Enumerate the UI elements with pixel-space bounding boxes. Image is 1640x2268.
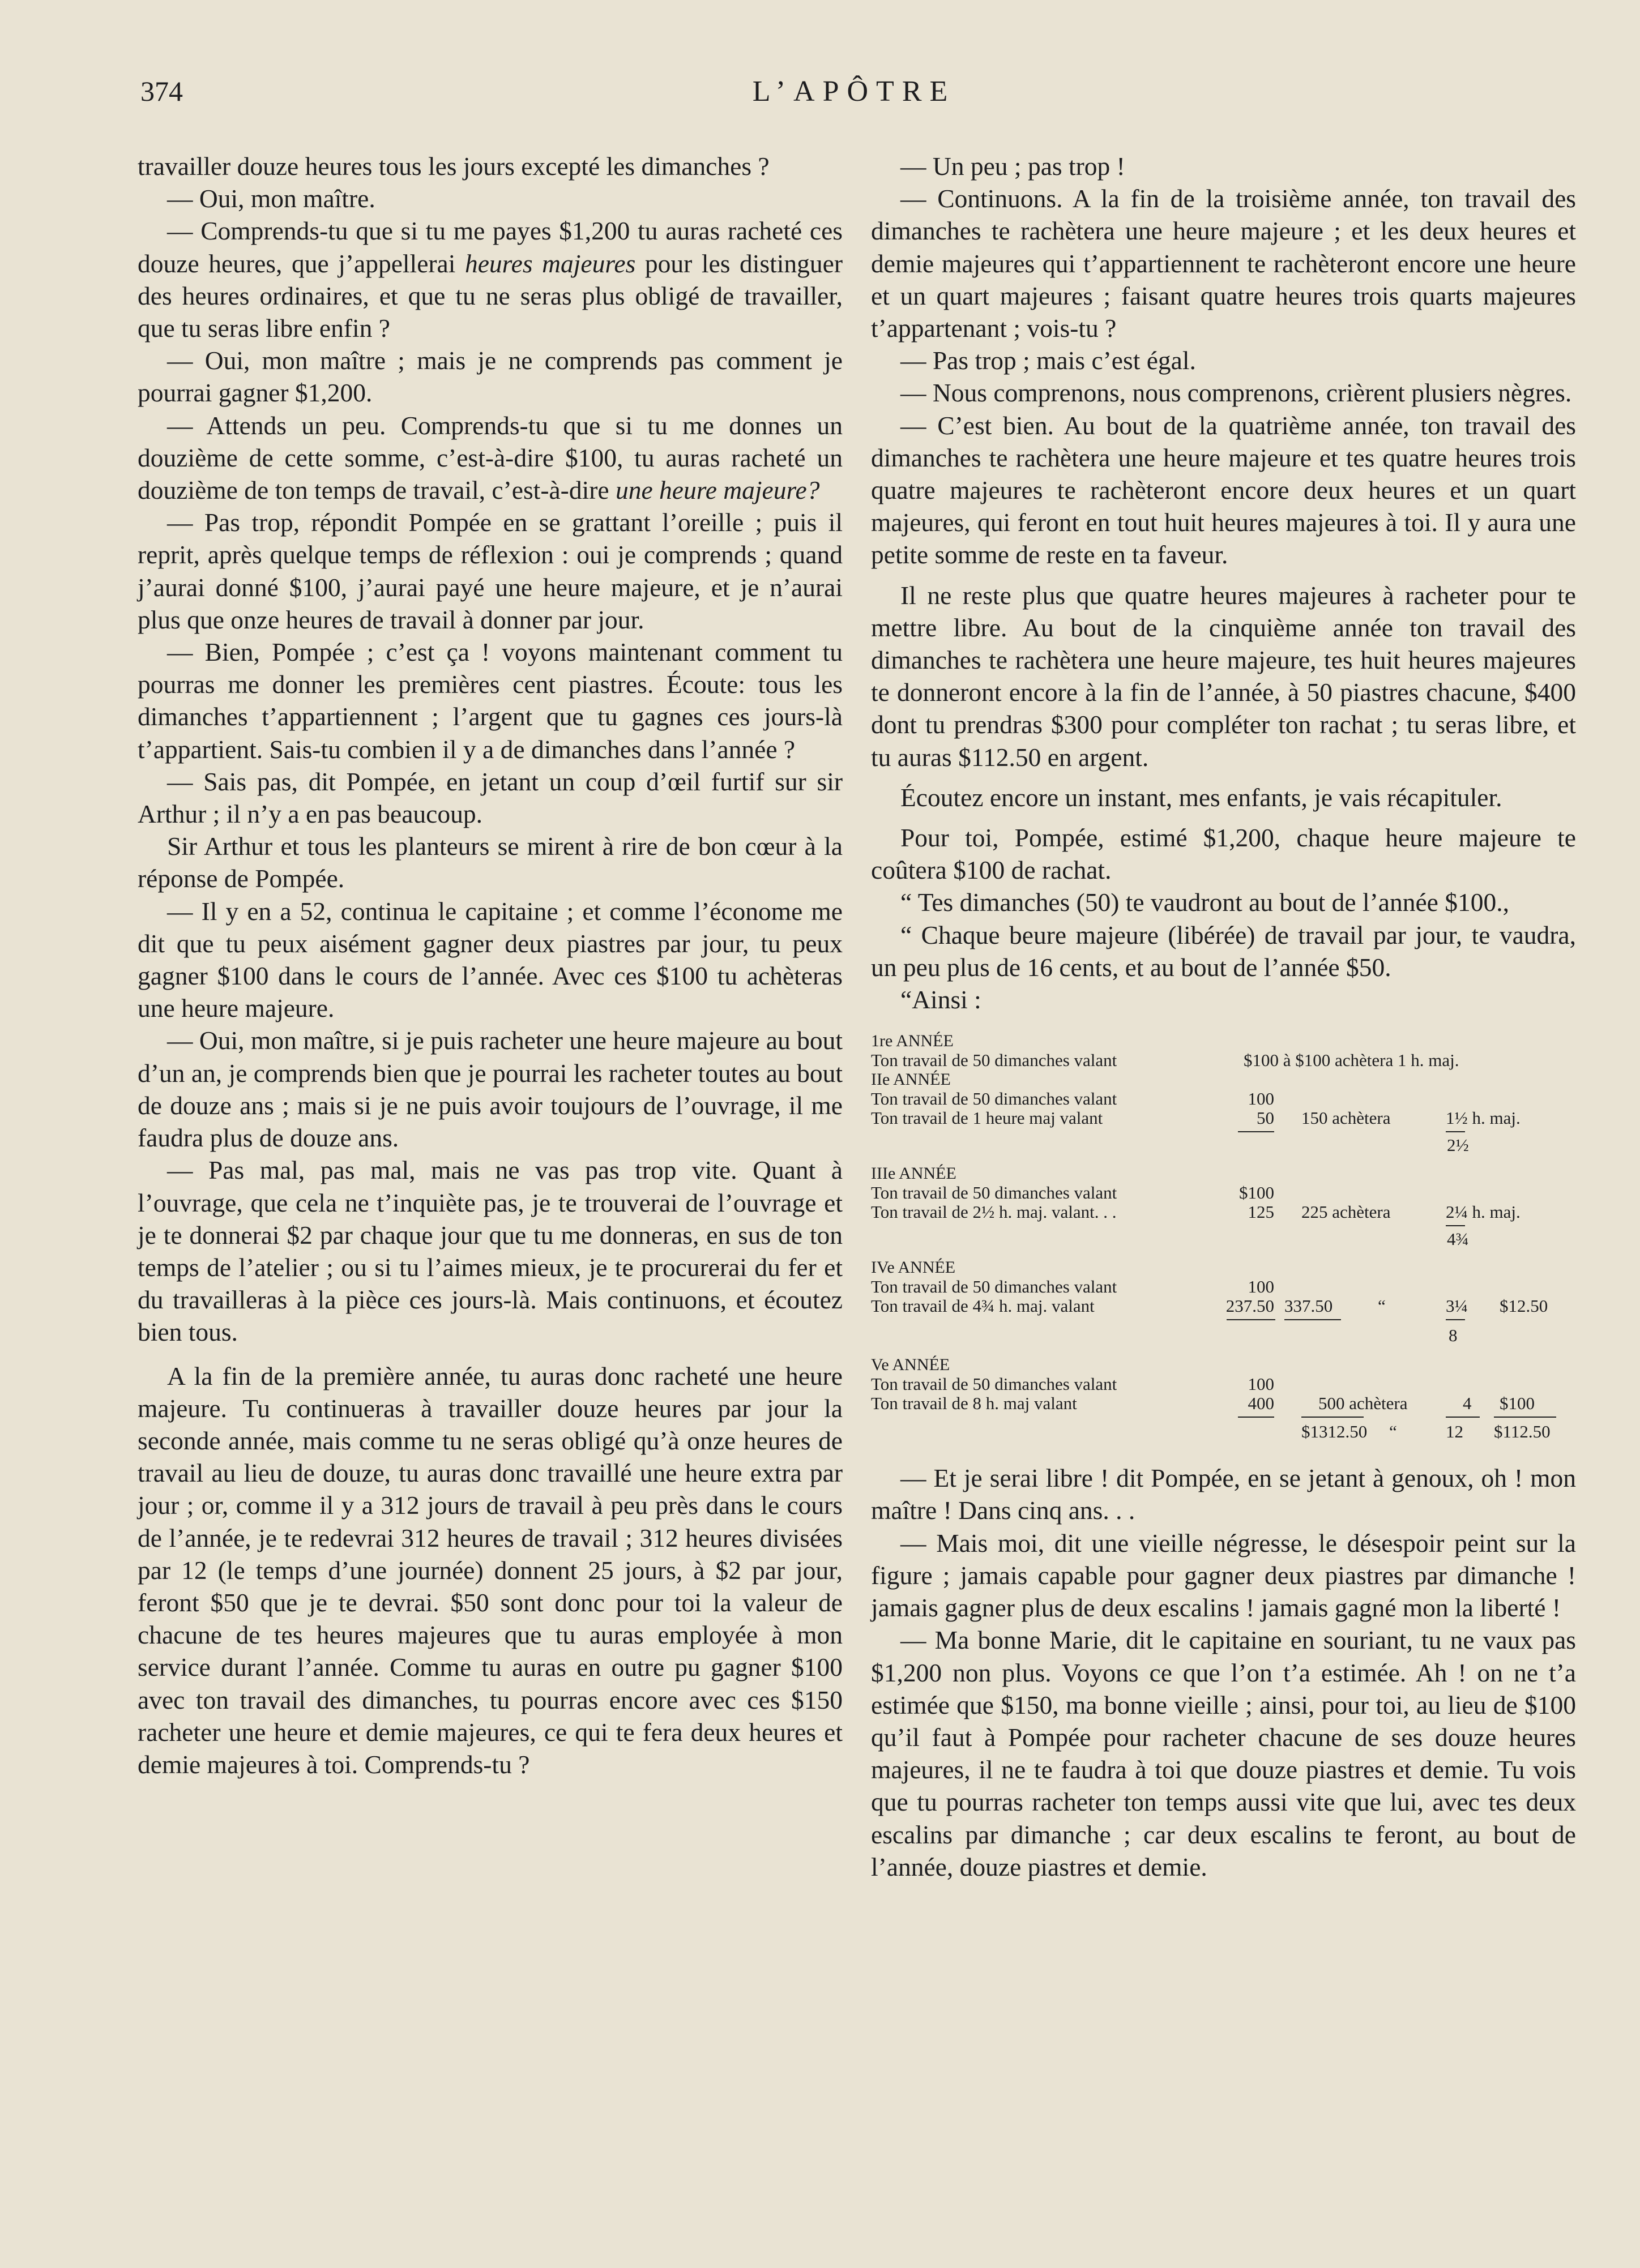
ledger-sum-row bbox=[871, 1316, 1576, 1344]
ledger-hours: 3¼ bbox=[1446, 1296, 1468, 1316]
paragraph: — Oui, mon maître. bbox=[167, 184, 375, 213]
ledger-text: Ton travail de 8 h. maj valant bbox=[871, 1393, 1077, 1414]
ledger-row bbox=[871, 1375, 1576, 1394]
sum-rule bbox=[1227, 1319, 1275, 1320]
paragraph: Sir Arthur et tous les planteurs se mirent à rire de bon cœur à la réponse de Pompée. bbox=[138, 832, 843, 893]
ledger-row bbox=[871, 1089, 1576, 1109]
sum-rule bbox=[1301, 1417, 1364, 1418]
paragraph: A la fin de la première année, tu auras donc racheté une heure majeure. Tu continueras à travailler douze heures par jour la seconde année, mais comme tu ne seras obligé qu’à onze heures de travail au lieu de douze, tu auras donc travaillé une heure extra par jour ; or, comme il y a 312 jours de travail à peu près dans le cours de l’année, je te redevrai 312 heures de travail ; 312 heures divisées par 12 (le temps d’une journée) donnent 25 jours, à $2 par jour, feront $50 que je te devrai. $50 sont donc pour toi la valeur de chacune de tes heures majeures que tu auras employée à mon service durant l’année. Comme tu auras en outre pu gagner $100 avec ton travail des dimanches, tu pourras encore avec ces $150 racheter une heure et demie majeures, ce qui te fera deux heures et demie majeures à toi. Comprends-tu ? bbox=[138, 1361, 843, 1779]
paragraph: travailler douze heures tous les jours excepté les dimanches ? bbox=[138, 152, 770, 181]
left-column bbox=[138, 150, 843, 1781]
sum-rule bbox=[1494, 1417, 1556, 1418]
grand-hours: 12 bbox=[1446, 1422, 1463, 1442]
ledger-sum: 2½ bbox=[1447, 1135, 1469, 1156]
ledger-sum: 8 bbox=[1449, 1325, 1458, 1346]
running-title: L’APÔTRE bbox=[752, 75, 956, 108]
paragraph: — Bien, Pompée ; c’est ça ! voyons maintenant comment tu pourras me donner les premières cent piastres. Écoute: tous les dimanches t’appartiennent ; l’argent que tu gagnes ces jours-là t’appartient. Sais-tu combien il y a de dimanches dans l’année ? bbox=[138, 637, 843, 764]
ledger-amount: $100 à $100 achètera 1 h. maj. bbox=[1244, 1050, 1459, 1071]
ledger-row bbox=[871, 1296, 1576, 1316]
paragraph: — Continuons. A la fin de la troisième année, ton travail des dimanches te rachètera une heure majeure ; et les deux heures et demie majeures qui t’appartiennent te rachèteront encore une heure et un quart majeures ; faisant quatre heures trois quarts majeures t’appartenant ; vois-tu ? bbox=[871, 184, 1576, 343]
ledger-sum-row bbox=[871, 1222, 1576, 1247]
year-label: IVe ANNÉE bbox=[871, 1258, 956, 1277]
italic-phrase: une heure majeure? bbox=[615, 476, 820, 505]
paragraph: — Mais moi, dit une vieille négresse, le désespoir peint sur la figure ; jamais capable pour gagner deux piastres par dimanche ! jamais gagner plus de deux escalins ! jamais gagné mon la liberté ! bbox=[871, 1528, 1576, 1623]
paragraph: — Pas trop ; mais c’est égal. bbox=[900, 346, 1196, 375]
paragraph: — Pas trop, répondit Pompée en se grattant l’oreille ; puis il reprit, après quelque temps de réflexion : oui je comprends ; quand j’aurai donné $100, j’aurai payé une heure majeure, et je n’aurai plus que onze heures de travail à donner par jour. bbox=[138, 508, 843, 634]
year-label: IIIe ANNÉE bbox=[871, 1164, 956, 1183]
ledger-text: Ton travail de 50 dimanches valant bbox=[871, 1277, 1117, 1297]
ledger-hours: 2¼ h. maj. bbox=[1446, 1202, 1521, 1222]
ledger-text: Ton travail de 50 dimanches valant bbox=[871, 1183, 1117, 1203]
sum-rule bbox=[1446, 1319, 1465, 1320]
ledger-text: Ton travail de 50 dimanches valant bbox=[871, 1089, 1117, 1109]
ledger-sum-row bbox=[871, 1128, 1576, 1156]
sum-rule bbox=[1446, 1225, 1465, 1226]
ledger-value: $100 bbox=[1239, 1183, 1274, 1203]
paragraph: — Ma bonne Marie, dit le capitaine en souriant, tu ne vaux pas $1,200 non plus. Voyons ce que l’on t’a estimée. Ah ! on ne t’a estimée que $150, ma bonne vieille ; ainsi, pour toi, au lieu de $100 qu’il faut à Pompée pour racheter chacune de ses douze heures majeures, il ne te faudra à toi que douze piastres et demie. Tu vois que tu pourras racheter ton temps aussi vite que lui, avec tes deux escalins par dimanche ; car deux escalins te feront, au bout de l’année, douze piastres et demie. bbox=[871, 1625, 1576, 1881]
paragraph: — Pas mal, pas mal, mais ne vas pas trop vite. Quant à l’ouvrage, que cela ne t’inquiète pas, je te trouverai de l’ouvrage et je te donnerai $2 par chaque jour que tu me donneras, en sus de ton temps de l’atelier ; ou si tu l’aimes mieux, je te procurerai du fer et du travailleras à la pièce ces jours-là. Mais continuons, et écoutez bien tous. bbox=[138, 1156, 843, 1347]
paragraph: — Oui, mon maître, si je puis racheter une heure majeure au bout d’un an, je comprends bien que je pourrai les racheter toutes au bout de douze ans ; mais si je ne puis avoir toujours de l’ouvrage, il me faudra plus de douze ans. bbox=[138, 1026, 843, 1153]
paragraph: — Nous comprenons, nous comprenons, crièrent plusiers nègres. bbox=[900, 378, 1572, 408]
year-label: 1re ANNÉE bbox=[871, 1032, 954, 1051]
paragraph: — Et je serai libre ! dit Pompée, en se jetant à genoux, oh ! mon maître ! Dans cinq ans. . . bbox=[871, 1463, 1576, 1525]
right-column bbox=[871, 150, 1576, 1883]
sum-rule bbox=[1446, 1417, 1480, 1418]
sum-rule bbox=[1238, 1417, 1274, 1418]
paragraph: “ Tes dimanches (50) te vaudront au bout de l’année $100., bbox=[900, 888, 1510, 917]
ledger-total: 337.50 bbox=[1284, 1296, 1333, 1316]
ledger-row bbox=[871, 1183, 1576, 1203]
ledger-text: Ton travail de 1 heure maj valant bbox=[871, 1108, 1103, 1128]
ledger-value: 125 bbox=[1248, 1202, 1274, 1222]
ledger-value: 400 bbox=[1248, 1393, 1274, 1414]
paragraph: Écoutez encore un instant, mes enfants, je vais récapituler. bbox=[900, 782, 1502, 812]
ledger-value: 100 bbox=[1248, 1089, 1274, 1109]
sum-rule bbox=[1284, 1319, 1341, 1320]
ledger-hours: 1½ h. maj. bbox=[1446, 1108, 1521, 1128]
ditto-mark: “ bbox=[1389, 1422, 1397, 1442]
ledger-hours: 4 bbox=[1463, 1393, 1472, 1414]
paragraph: — Un peu ; pas trop ! bbox=[900, 152, 1125, 181]
ledger-value: 237.50 bbox=[1225, 1296, 1274, 1316]
ledger-text: Ton travail de 2½ h. maj. valant. . . bbox=[871, 1202, 1117, 1222]
ledger-row bbox=[871, 1277, 1576, 1296]
paragraph: — Comprends-tu que si tu me payes $1,200 tu auras racheté ces douze heures, que j’appellerai heures majeures pour les distinguer des heures ordinaires, et que tu ne seras plus obligé de travailler, que tu seras libre enfin ? bbox=[138, 216, 843, 343]
grand-total: $1312.50 bbox=[1301, 1422, 1368, 1442]
paragraph: “ Chaque beure majeure (libérée) de travail par jour, te vaudra, un peu plus de 16 cents, et au bout de l’année $50. bbox=[871, 920, 1576, 982]
year-label: IIe ANNÉE bbox=[871, 1070, 951, 1089]
sum-rule bbox=[1238, 1131, 1274, 1132]
ledger-value: 50 bbox=[1257, 1108, 1274, 1128]
sum-rule bbox=[1446, 1131, 1465, 1132]
ledger-row bbox=[871, 1203, 1576, 1222]
ledger-text: Ton travail de 50 dimanches valant bbox=[871, 1050, 1117, 1071]
ledger-text: Ton travail de 4¾ h. maj. valant bbox=[871, 1296, 1095, 1316]
ledger-text: Ton travail de 50 dimanches valant bbox=[871, 1374, 1117, 1394]
page-header bbox=[140, 75, 1568, 114]
ledger-row bbox=[871, 1051, 1576, 1070]
grand-total-row bbox=[871, 1413, 1576, 1441]
ledger-sum: 4¾ bbox=[1447, 1229, 1469, 1249]
ledger-table bbox=[871, 1032, 1576, 1441]
ledger-total: 150 achètera bbox=[1301, 1108, 1391, 1128]
paragraph: — Sais pas, dit Pompée, en jetant un coup d’œil furtif sur sir Arthur ; il n’y a en pas beaucoup. bbox=[138, 767, 843, 829]
ledger-row bbox=[871, 1394, 1576, 1413]
paragraph: “Ainsi : bbox=[900, 985, 981, 1015]
paragraph: — Il y en a 52, continua le capitaine ; et comme l’économe me dit que tu peux aisément gagner deux piastres par jour, tu peux gagner $100 dans le cours de l’année. Avec ces $100 tu achèteras une heure majeure. bbox=[138, 896, 843, 1023]
ditto-mark: “ bbox=[1378, 1296, 1386, 1316]
ledger-row bbox=[871, 1109, 1576, 1128]
paragraph: Pour toi, Pompée, estimé $1,200, chaque heure majeure te coûtera $100 de rachat. bbox=[871, 823, 1576, 885]
ledger-value: 100 bbox=[1248, 1374, 1274, 1394]
year-label: Ve ANNÉE bbox=[871, 1355, 950, 1375]
italic-phrase: heures majeures bbox=[464, 249, 636, 278]
grand-remainder: $112.50 bbox=[1494, 1422, 1551, 1442]
page-number: 374 bbox=[140, 75, 183, 107]
paragraph: Il ne reste plus que quatre heures majeures à racheter pour te mettre libre. Au bout de la cinquième année ton travail des dimanches te rachètera une heure majeure, tes huit heures majeures te donneront encore à la fin de l’année, à 50 piastres chacune, $400 dont tu prendras $300 pour compléter ton rachat ; tu seras libre, et tu auras $112.50 en argent. bbox=[871, 580, 1576, 772]
paragraph: — C’est bien. Au bout de la quatrième année, ton travail des dimanches te rachètera une heure majeure et tes quatre heures trois quatre majeures te rachèteront encore deux heures et un quart majeures, qui feront en tout huit heures majeures à toi. Il y aura une petite somme de reste en ta faveur. bbox=[871, 410, 1576, 570]
ledger-remainder: $12.50 bbox=[1500, 1296, 1548, 1316]
ledger-total: 500 achètera bbox=[1318, 1393, 1408, 1414]
paragraph: — Attends un peu. Comprends-tu que si tu me donnes un douzième de cette somme, c’est-à-dire $100, tu auras racheté un douzième de ton temps de travail, c’est-à-dire une heure majeure? bbox=[138, 410, 843, 505]
ledger-total: 225 achètera bbox=[1301, 1202, 1391, 1222]
ledger-remainder: $100 bbox=[1500, 1393, 1535, 1414]
paragraph: — Oui, mon maître ; mais je ne comprends pas comment je pourrai gagner $1,200. bbox=[138, 346, 843, 408]
ledger-value: 100 bbox=[1248, 1277, 1274, 1297]
